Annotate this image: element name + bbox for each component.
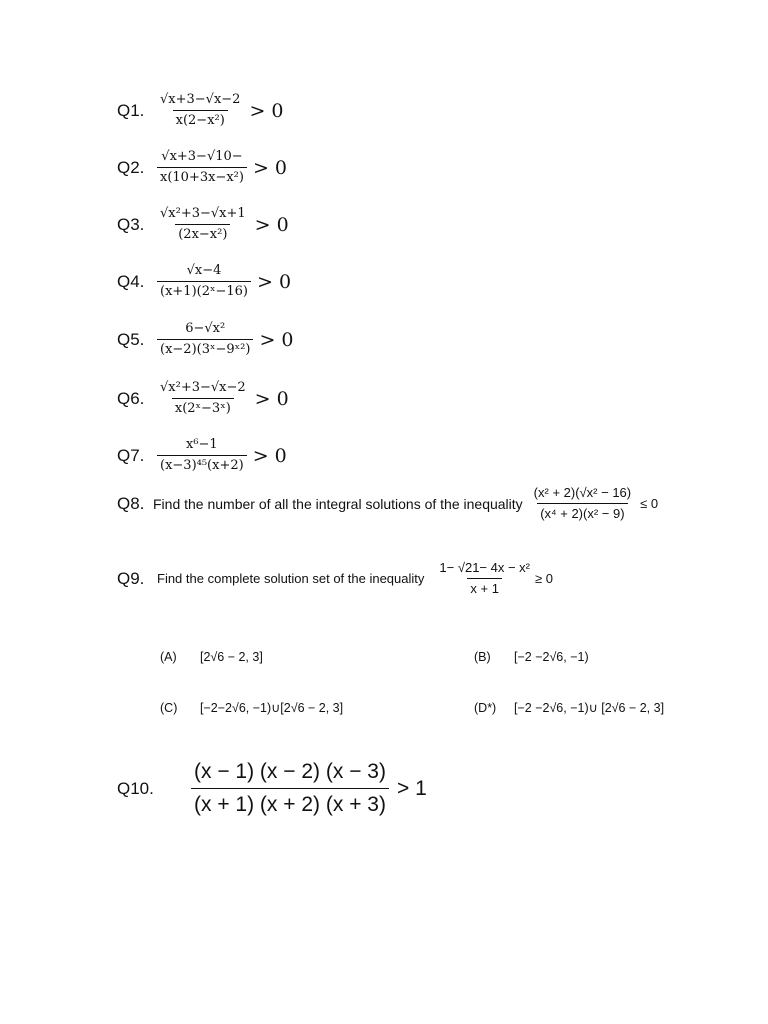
numerator: 1− √21− 4x − x²	[439, 560, 530, 575]
denominator: (2x−x²)	[175, 224, 230, 243]
option-label: (C)	[160, 700, 178, 715]
denominator: x + 1	[467, 578, 502, 597]
relation: > 0	[252, 156, 288, 179]
question-label: Q1.	[117, 100, 145, 120]
question-q3	[117, 206, 289, 244]
question-text: Find the complete solution set of the inequality	[157, 571, 425, 587]
fraction	[157, 92, 243, 130]
numerator: x⁶−1	[185, 437, 218, 452]
numerator: 6−√x²	[185, 321, 226, 336]
option-label: (B)	[474, 650, 491, 664]
fraction	[191, 758, 389, 820]
question-q2	[117, 149, 287, 187]
fraction	[157, 380, 249, 418]
question-label: Q3.	[117, 214, 145, 234]
fraction	[157, 206, 249, 244]
denominator: (x⁴ + 2)(x² − 9)	[537, 503, 627, 522]
denominator: (x + 1) (x + 2) (x + 3)	[191, 788, 389, 819]
denominator: (x+1)(2ˣ−16)	[157, 281, 251, 300]
question-label: Q5.	[117, 329, 145, 349]
fraction	[157, 321, 253, 359]
denominator: (x−2)(3ˣ−9ˣ²)	[157, 339, 253, 358]
question-label: Q10.	[117, 778, 154, 798]
question-q10	[117, 758, 427, 820]
fraction	[436, 560, 533, 598]
question-q9	[117, 560, 553, 598]
question-label: Q7.	[117, 445, 145, 465]
fraction	[531, 485, 634, 523]
option-value: [−2 −2√6, −1)	[514, 650, 589, 664]
numerator: √x²+3−√x−2	[160, 380, 246, 395]
relation: > 0	[254, 213, 289, 236]
numerator: √x+3−√x−2	[160, 92, 241, 107]
relation: > 0	[257, 270, 292, 293]
denominator: (x−3)⁴⁵(x+2)	[157, 455, 247, 474]
question-q6	[117, 380, 289, 418]
question-text: Find the number of all the integral solutions of the inequality	[153, 495, 523, 512]
option-value: [−2−2√6, −1)∪[2√6 − 2, 3]	[200, 701, 344, 715]
option-a	[160, 650, 263, 664]
question-label: Q6.	[117, 388, 145, 408]
question-label: Q9.	[117, 568, 145, 588]
option-b	[474, 650, 589, 664]
fraction	[157, 149, 247, 187]
relation: > 0	[249, 99, 284, 122]
option-label: (D*)	[474, 700, 497, 715]
question-q1	[117, 92, 284, 130]
denominator: x(10+3x−x²)	[157, 167, 247, 186]
question-label: Q4.	[117, 271, 145, 291]
numerator: (x − 1) (x − 2) (x − 3)	[194, 760, 386, 783]
question-q5	[117, 321, 294, 359]
numerator: √x+3−√10−	[161, 149, 243, 164]
relation: ≤ 0	[640, 496, 659, 512]
numerator: √x−4	[186, 263, 222, 278]
question-q8	[117, 485, 658, 523]
option-d	[474, 700, 664, 715]
denominator: x(2ˣ−3ˣ)	[172, 398, 234, 417]
option-value: [−2 −2√6, −1)∪ [2√6 − 2, 3]	[514, 701, 665, 715]
question-q7	[117, 437, 287, 475]
relation: ≥ 0	[535, 571, 553, 587]
fraction	[157, 437, 247, 475]
numerator: √x²+3−√x+1	[160, 206, 246, 221]
relation: > 1	[396, 776, 427, 800]
fraction	[157, 263, 251, 301]
relation: > 0	[252, 444, 287, 467]
option-label: (A)	[160, 650, 177, 664]
question-q4	[117, 263, 291, 301]
relation: > 0	[259, 328, 294, 351]
numerator: (x² + 2)(√x² − 16)	[533, 485, 632, 500]
denominator: x(2−x²)	[173, 110, 228, 129]
relation: > 0	[254, 387, 289, 410]
option-c	[160, 700, 343, 715]
option-value: [2√6 − 2, 3]	[200, 650, 263, 664]
question-label: Q2.	[117, 157, 145, 177]
question-label: Q8.	[117, 493, 145, 513]
